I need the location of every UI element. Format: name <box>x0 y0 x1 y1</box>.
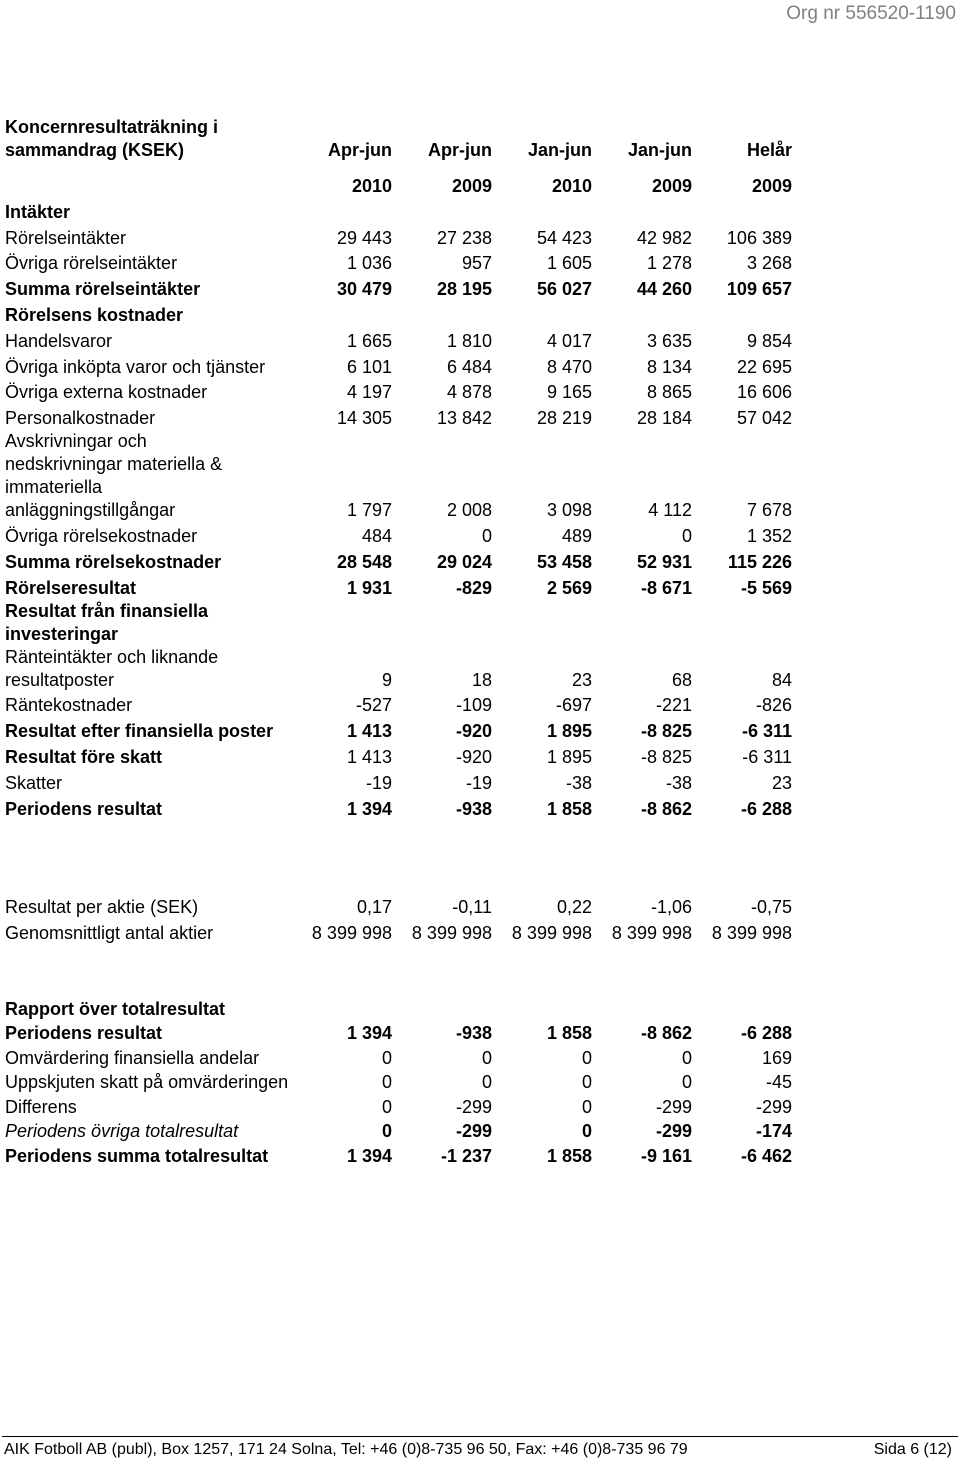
row-label: Uppskjuten skatt på omvärderingen <box>5 1072 289 1092</box>
income-statement-table <box>0 116 800 821</box>
row-label: Periodens resultat <box>5 1023 163 1043</box>
table-cell-value: 1 036 <box>346 253 392 274</box>
row-label: Rörelseintäkter <box>5 227 127 248</box>
table-cell-value: -9 161 <box>640 1145 692 1166</box>
table-cell-value: -221 <box>655 695 692 716</box>
table-cell-value: -938 <box>455 1023 492 1043</box>
table-cell-value: 1 895 <box>546 721 592 742</box>
period-label: Jan-jun <box>527 140 592 160</box>
table-row <box>0 919 800 945</box>
table-row <box>0 600 800 646</box>
table-cell-value: 8 399 998 <box>511 923 592 943</box>
table-cell-value: 1 810 <box>446 330 492 351</box>
table-row <box>0 1143 800 1168</box>
table-cell-value: 0 <box>381 1096 392 1117</box>
table-cell-value: 0 <box>481 1047 492 1068</box>
table-cell-value <box>300 198 400 224</box>
table-cell-value <box>500 600 600 646</box>
table-cell-value: -299 <box>655 1096 692 1117</box>
table-row <box>0 198 800 224</box>
row-label: Periodens resultat <box>5 798 163 819</box>
table-cell-value: 8 134 <box>646 356 692 377</box>
row-label: Övriga rörelseintäkter <box>5 253 178 274</box>
table-cell-value: 169 <box>762 1047 793 1068</box>
row-label: Räntekostnader <box>5 695 133 716</box>
table-cell-value: 0 <box>481 525 492 546</box>
row-label: Avskrivningar och nedskrivningar materiella & immateriella anläggningstillgångar <box>5 431 223 521</box>
table-row <box>0 795 800 821</box>
table-row <box>0 574 800 600</box>
table-cell-value: 84 <box>771 669 792 690</box>
row-label: Intäkter <box>5 201 71 222</box>
table-row <box>0 379 800 405</box>
table-cell-value: 0 <box>381 1047 392 1068</box>
table-row <box>0 1045 800 1070</box>
row-label: Resultat från finansiella investeringar <box>5 600 209 644</box>
table-row <box>0 275 800 301</box>
table-cell-value <box>600 301 700 327</box>
table-cell-value: 27 238 <box>436 227 492 248</box>
table-cell-value: 115 226 <box>727 551 792 572</box>
table-cell-value: 53 458 <box>536 551 592 572</box>
footer-company-info: AIK Fotboll AB (publ), Box 1257, 171 24 Solna, Tel: +46 (0)8-735 96 50, Fax: +46 (0)8-735 96 79 <box>4 1441 688 1458</box>
table-row <box>0 769 800 795</box>
table-cell-value: 4 017 <box>546 330 592 351</box>
table-row <box>0 404 800 430</box>
table-cell-value: 957 <box>461 253 492 274</box>
table-cell-value: -920 <box>455 721 492 742</box>
table-cell-value: 484 <box>361 525 392 546</box>
table-cell-value: 9 165 <box>546 382 592 403</box>
table-cell-value: 28 548 <box>336 551 392 572</box>
table-cell-value: 30 479 <box>336 279 392 300</box>
table-cell-value: 1 352 <box>746 525 792 546</box>
table-cell-value: 1 931 <box>346 577 392 598</box>
row-label: Övriga rörelsekostnader <box>5 525 198 546</box>
table-cell-value: 57 042 <box>736 408 792 429</box>
table-cell-value: -8 825 <box>640 746 692 767</box>
year-label: 2010 <box>351 176 392 196</box>
table-cell-value: 0 <box>381 1072 392 1092</box>
table-cell-value: 1 665 <box>346 330 392 351</box>
section-title-row <box>0 996 800 1021</box>
period-label: Apr-jun <box>428 140 492 160</box>
table-row <box>0 743 800 769</box>
row-label: Genomsnittligt antal aktier <box>5 923 214 943</box>
row-label: Övriga inköpta varor och tjänster <box>5 356 266 377</box>
table-cell-value: 0 <box>581 1072 592 1092</box>
table-cell-value: -38 <box>665 772 692 793</box>
statement-title: Koncernresultaträkning i sammandrag (KSEK) <box>5 117 219 160</box>
table-cell-value: 18 <box>471 669 492 690</box>
table-cell-value: -0,75 <box>750 897 792 917</box>
table-cell-value <box>700 198 800 224</box>
table-cell-value: -697 <box>555 695 592 716</box>
table-cell-value: 22 695 <box>736 356 792 377</box>
table-cell-value: 0 <box>581 1096 592 1117</box>
table-cell-value: 0 <box>381 1121 392 1141</box>
table-cell-value: -299 <box>455 1096 492 1117</box>
table-row <box>0 522 800 548</box>
row-label: Periodens summa totalresultat <box>5 1145 269 1166</box>
row-label: Resultat efter finansiella poster <box>5 721 274 742</box>
table-cell-value: -8 825 <box>640 721 692 742</box>
table-cell-value <box>400 600 500 646</box>
table-cell-value: -109 <box>455 695 492 716</box>
table-cell-value <box>300 301 400 327</box>
table-cell-value: 6 101 <box>346 356 392 377</box>
year-label: 2009 <box>651 176 692 196</box>
table-cell-value: 3 098 <box>546 500 592 521</box>
row-label: Periodens övriga totalresultat <box>5 1121 239 1141</box>
table-cell-value: 8 399 998 <box>411 923 492 943</box>
table-row <box>0 250 800 276</box>
table-cell-value: 1 413 <box>346 746 392 767</box>
table-cell-value: 1 895 <box>546 746 592 767</box>
table-cell-value: -829 <box>455 577 492 598</box>
table-row <box>0 692 800 718</box>
table-row <box>0 430 800 522</box>
row-label: Rörelseresultat <box>5 577 137 598</box>
table-cell-value: -299 <box>655 1121 692 1141</box>
table-cell-value: 8 865 <box>646 382 692 403</box>
table-cell-value: 1 858 <box>546 798 592 819</box>
table-cell-value: 13 842 <box>436 408 492 429</box>
table-cell-value: -19 <box>365 772 392 793</box>
table-row <box>0 224 800 250</box>
table-row <box>0 717 800 743</box>
table-row <box>0 1094 800 1119</box>
table-cell-value <box>300 600 400 646</box>
table-cell-value: 3 635 <box>646 330 692 351</box>
table-cell-value: 29 024 <box>436 551 492 572</box>
header-year-row <box>0 175 800 198</box>
row-label: Resultat före skatt <box>5 746 163 767</box>
footer-divider <box>2 1436 958 1437</box>
table-cell-value: -174 <box>756 1121 793 1141</box>
table-cell-value: 1 858 <box>546 1023 592 1043</box>
table-cell-value: 7 678 <box>746 500 792 521</box>
table-cell-value <box>700 600 800 646</box>
table-cell-value: -6 288 <box>741 1023 793 1043</box>
table-cell-value <box>500 301 600 327</box>
table-cell-value: 9 <box>381 669 392 690</box>
table-cell-value: -920 <box>455 746 492 767</box>
table-cell-value: 4 112 <box>648 500 692 521</box>
row-label: Omvärdering finansiella andelar <box>5 1047 260 1068</box>
table-cell-value: -5 569 <box>740 577 792 598</box>
year-label: 2009 <box>451 176 492 196</box>
table-cell-value: 9 854 <box>746 330 792 351</box>
table-cell-value: 1 278 <box>646 253 692 274</box>
per-share-table <box>0 893 800 945</box>
table-cell-value: 8 399 998 <box>611 923 692 943</box>
table-cell-value <box>400 198 500 224</box>
table-row <box>0 301 800 327</box>
table-cell-value: 8 470 <box>546 356 592 377</box>
row-label: Summa rörelsekostnader <box>5 551 222 572</box>
table-cell-value: 3 268 <box>746 253 792 274</box>
table-cell-value: 8 399 998 <box>711 923 792 943</box>
table-cell-value: 1 797 <box>346 500 392 521</box>
table-cell-value: -6 462 <box>741 1145 793 1166</box>
period-label: Jan-jun <box>627 140 692 160</box>
table-cell-value: -6 311 <box>741 721 792 742</box>
table-cell-value <box>400 301 500 327</box>
table-cell-value: 23 <box>771 772 792 793</box>
table-cell-value: -19 <box>465 772 492 793</box>
table-cell-value: 28 195 <box>436 279 492 300</box>
table-cell-value: 28 184 <box>636 408 692 429</box>
table-cell-value: 0 <box>681 1047 692 1068</box>
table-cell-value <box>500 198 600 224</box>
table-cell-value: 68 <box>671 669 692 690</box>
table-cell-value: 1 394 <box>346 798 392 819</box>
table-row <box>0 1021 800 1046</box>
table-cell-value: -299 <box>455 1121 492 1141</box>
table-cell-value: -8 862 <box>640 1023 692 1043</box>
table-cell-value: -8 671 <box>640 577 692 598</box>
row-label: Summa rörelseintäkter <box>5 279 201 300</box>
table-row <box>0 893 800 919</box>
table-cell-value: 56 027 <box>536 279 592 300</box>
table-cell-value: 0 <box>581 1047 592 1068</box>
table-cell-value: -0,11 <box>452 897 492 917</box>
table-cell-value: 0 <box>681 1072 692 1092</box>
table-cell-value: 0 <box>481 1072 492 1092</box>
table-row <box>0 646 800 692</box>
table-cell-value: 42 982 <box>636 227 692 248</box>
table-cell-value: -826 <box>755 695 792 716</box>
org-number: Org nr 556520-1190 <box>786 3 956 24</box>
table-cell-value: 1 605 <box>546 253 592 274</box>
table-cell-value: 109 657 <box>726 279 792 300</box>
table-cell-value: 106 389 <box>726 227 792 248</box>
table-cell-value: -6 311 <box>742 746 792 767</box>
table-row <box>0 548 800 574</box>
row-label <box>0 175 300 198</box>
table-cell-value: -299 <box>756 1096 793 1117</box>
period-label: Apr-jun <box>328 140 392 160</box>
table-cell-value: 23 <box>571 669 592 690</box>
table-cell-value <box>600 198 700 224</box>
row-label: Personalkostnader <box>5 408 156 429</box>
table-cell-value: -938 <box>455 798 492 819</box>
row-label: Ränteintäkter och liknande resultatposter <box>5 646 219 690</box>
row-label: Handelsvaror <box>5 330 113 351</box>
table-cell-value: -38 <box>565 772 592 793</box>
table-cell-value <box>700 301 800 327</box>
table-cell-value: 0,17 <box>356 897 392 917</box>
table-cell-value: 1 413 <box>346 721 392 742</box>
table-cell-value: 8 399 998 <box>311 923 392 943</box>
section-title: Rapport över totalresultat <box>5 998 226 1019</box>
header-period-row <box>0 116 800 162</box>
table-cell-value: 0,22 <box>556 897 592 917</box>
table-cell-value: 44 260 <box>636 279 692 300</box>
row-label: Skatter <box>5 772 63 793</box>
table-row <box>0 1119 800 1144</box>
table-cell-value: 14 305 <box>336 408 392 429</box>
table-cell-value: 1 394 <box>346 1023 392 1043</box>
table-cell-value: -6 288 <box>740 798 792 819</box>
table-cell-value: 29 443 <box>336 227 392 248</box>
table-cell-value: -1,06 <box>650 897 692 917</box>
table-cell-value: -8 862 <box>640 798 692 819</box>
table-cell-value: 2 008 <box>446 500 492 521</box>
period-label: Helår <box>746 140 792 160</box>
comprehensive-income-table <box>0 996 800 1168</box>
row-label: Differens <box>5 1096 77 1117</box>
table-cell-value: 2 569 <box>546 577 592 598</box>
table-cell-value: -527 <box>355 695 392 716</box>
table-cell-value: 16 606 <box>736 382 792 403</box>
table-cell-value: 0 <box>581 1121 592 1141</box>
table-cell-value: 52 931 <box>636 551 692 572</box>
table-cell-value: 4 197 <box>346 382 392 403</box>
table-row <box>0 327 800 353</box>
row-label: Övriga externa kostnader <box>5 382 208 403</box>
table-cell-value: 0 <box>681 525 692 546</box>
table-row <box>0 1070 800 1095</box>
row-label: Resultat per aktie (SEK) <box>5 897 199 917</box>
table-cell-value: 4 878 <box>446 382 492 403</box>
table-cell-value: 6 484 <box>446 356 492 377</box>
page-number: Sida 6 (12) <box>873 1441 952 1458</box>
table-cell-value: -45 <box>766 1072 793 1092</box>
table-cell-value: 1 394 <box>346 1145 392 1166</box>
table-row <box>0 353 800 379</box>
table-cell-value: 1 858 <box>546 1145 592 1166</box>
table-cell-value: 54 423 <box>536 227 592 248</box>
year-label: 2009 <box>751 176 792 196</box>
table-cell-value <box>600 600 700 646</box>
year-label: 2010 <box>551 176 592 196</box>
table-cell-value: -1 237 <box>440 1145 492 1166</box>
row-label: Rörelsens kostnader <box>5 304 184 325</box>
table-cell-value: 489 <box>561 525 592 546</box>
table-cell-value: 28 219 <box>536 408 592 429</box>
